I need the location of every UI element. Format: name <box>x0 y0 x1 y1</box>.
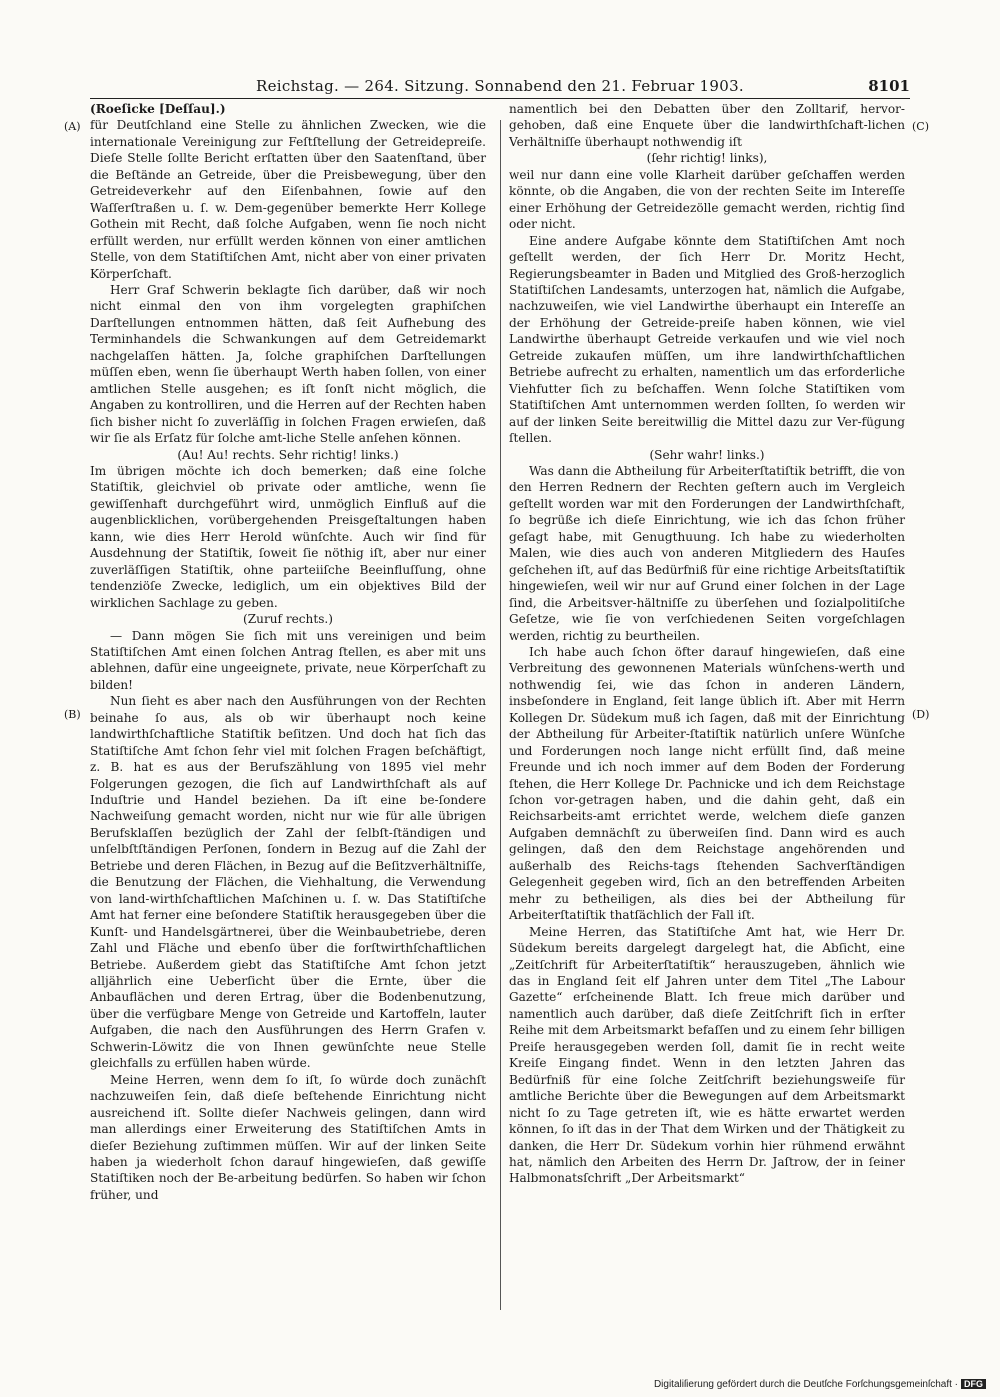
paragraph: Im übrigen möchte ich doch bemerken; daß eine ſolche Statiſtik, gleichviel ob private oder amtliche, wenn ſie gewiſſenhaft durchgeführt wird, unmöglich Einfluß auf die augenblicklichen, vorübergehenden Preisgeſtaltungen haben kann, wie dies Herr Herold wünſchte. Auch wir ſind für Ausdehnung der Statiſtik, ſoweit ſie nöthig iſt, aber nur einer zuverläſſigen Statiſtik, ohne parteiiſche Beeinfluſſung, ohne tendenziöſe Zwecke, lediglich, um ein objektives Bild der wirklichen Sachlage zu geben. <box>90 463 486 610</box>
footer-text: Digitaliſierung gefördert durch die Deutſche Forſchungsgemeinſchaft · <box>653 1379 958 1390</box>
digitization-footer <box>654 1379 986 1390</box>
paragraph: namentlich bei den Debatten über den Zolltarif, hervor-gehoben, daß eine Enquete über die landwirthſchaft-lichen Verhältniſſe überhaupt nothwendig iſt <box>509 102 905 149</box>
margin-marker-c: (C) <box>912 120 929 133</box>
right-column <box>509 101 905 1187</box>
paragraph: Ich habe auch ſchon öfter darauf hingewieſen, daß eine Verbreitung des gewonnenen Materials wünſchens-werth und nothwendig ſei, wie das ſchon in anderen Ländern, insbeſondere in England, ſeit lange üblich iſt. Aber mit Herrn Kollegen Dr. Südekum muß ich ſagen, daß mit der Einrichtung der Abtheilung für Arbeiter-ſtatiſtik natürlich unſere Wünſche und Forderungen noch lange nicht erfüllt ſind, daß meine Freunde und ich noch immer auf dem Boden der Forderung ſtehen, die Herr Kollege Dr. Pachnicke und ich dem Reichstage ſchon vor-getragen haben, und die dahin geht, daß ein Reichsarbeits-amt errichtet werde, welchem dieſe ganzen Aufgaben demnächſt zu überweiſen ſind. Dann wird es auch gelingen, daß den dem Reichstage angehörenden und außerhalb des Reichs-tags ſtehenden Sachverſtändigen Gelegenheit gegeben wird, ſich an den betreffenden Arbeiten mehr zu betheiligen, als dies bei der Abtheilung für Arbeiterſtatiſtik thatſächlich der Fall iſt. <box>509 644 905 923</box>
dfg-logo: DFG <box>961 1379 986 1389</box>
paragraph: Was dann die Abtheilung für Arbeiterſtatiſtik betrifft, die von den Herren Rednern der Rechten geſtern auch im Vergleich geſtellt worden war mit den Forderungen der Landwirthſchaft, ſo begrüße ich dieſe Einrichtung, wie ich das ſchon früher geſagt habe, mit Genugthuung. Ich habe zu wiederholten Malen, wie dies auch von anderen Mitgliedern des Hauſes geſchehen iſt, auf das Bedürfniß für eine richtige Arbeitsſtatiſtik hingewieſen, weil wir nur auf Grund einer ſolchen in der Lage ſind, die Arbeitsver-hältniſſe zu überſehen und ſozialpolitiſche Geſetze, wie ſie von verſchiedenen Seiten vorgeſchlagen werden, richtig zu beurtheilen. <box>509 463 905 643</box>
speaker-label: (Roeſicke [Deſſau].) <box>90 102 226 116</box>
interjection: (Zuruf rechts.) <box>243 612 333 627</box>
paragraph: Herr Graf Schwerin beklagte ſich darüber, daß wir noch nicht einmal den von ihm vorgelegten graphiſchen Darſtellungen entnommen hätten, daß ſeit Aufhebung des Terminhandels die Schwankungen auf dem Getreidemarkt nachgelaſſen hätten. Ja, ſolche graphiſchen Darſtellungen müſſen eben, wenn ſie überhaupt Werth haben ſollen, von einer amtlichen Stelle ausgehen; es iſt ſonſt nicht möglich, die Angaben zu kontrolliren, und die Herren auf der Rechten haben ſich bisher nicht ſo zuverläſſig in ſolchen Fragen erwieſen, daß wir ſie als Erſatz für ſolche amt-liche Stelle anſehen können. <box>90 282 486 446</box>
paragraph: — Dann mögen Sie ſich mit uns vereinigen und beim Statiſtiſchen Amt einen ſolchen Antrag ſtellen, es aber mit uns ablehnen, dafür eine ungeeignete, private, neue Körperſchaft zu bilden! <box>90 628 486 692</box>
header-rule <box>90 98 910 99</box>
running-header <box>90 77 910 99</box>
margin-marker-d: (D) <box>912 708 930 721</box>
paragraph: für Deutſchland eine Stelle zu ähnlichen Zwecken, wie die internationale Vereinigung zur Feſtſtellung der Getreidepreiſe. Dieſe Stelle ſollte Bericht erſtatten über den Saatenſtand, über die Beſtände an Getreide, über die Preisbewegung, über den Getreideverkehr auf den Eiſenbahnen, ſowie auf den Waſſerſtraßen u. ſ. w. Dem-gegenüber bemerkte Herr Kollege Gothein mit Recht, daß ſolche Aufgaben, wenn ſie noch nicht erfüllt werden, nur erfüllt werden können von einer amtlichen Stelle, von dem Statiſtiſchen Amt, nicht aber von einer privaten Körperſchaft. <box>90 118 486 281</box>
paragraph: weil nur dann eine volle Klarheit darüber geſchaffen werden könnte, ob die Angaben, die von der rechten Seite im Intereſſe einer Erhöhung der Getreidezölle gemacht werden, richtig ſind oder nicht. <box>509 167 905 232</box>
left-column <box>90 101 486 1203</box>
paragraph: Eine andere Aufgabe könnte dem Statiſtiſchen Amt noch geſtellt werden, der ſich Herr Dr. Moritz Hecht, Regierungsbeamter in Baden und Mitglied des Groß-herzoglich Statiſtiſchen Landesamts, unterzogen hat, nämlich die Aufgabe, nachzuweiſen, wie viel Landwirthe überhaupt ein Intereſſe an der Erhöhung der Getreide-preiſe haben können, wie viel Landwirthe überhaupt Getreide verkaufen und wie viel noch Getreide zukaufen müſſen, um ihre landwirthſchaftlichen Betriebe aufrecht zu erhalten, namentlich um das erforderliche Viehfutter ſich zu beſchaffen. Wenn ſolche Statiſtiken vom Statiſtiſchen Amt unternommen werden ſollten, ſo werden wir auf der linken Seite bereitwillig die Mittel dazu zur Ver-fügung ſtellen. <box>509 233 905 446</box>
paragraph: Meine Herren, wenn dem ſo iſt, ſo würde doch zunächſt nachzuweiſen ſein, daß dieſe beſtehende Einrichtung nicht ausreichend iſt. Sollte dieſer Nachweis gelingen, dann wird man allerdings einer Erweiterung des Statiſtiſchen Amts in dieſer Beziehung zuſtimmen müſſen. Wir auf der linken Seite haben ja wiederholt ſchon darauf hingewieſen, daß gewiſſe Statiſtiken noch der Be-arbeitung bedürfen. So haben wir ſchon früher, und <box>90 1072 486 1202</box>
interjection: (Sehr wahr! links.) <box>649 447 765 462</box>
interjection: (Au! Au! rechts. Sehr richtig! links.) <box>177 447 399 462</box>
running-title: Reichstag. — 264. Sitzung. Sonnabend den 21. Februar 1903. <box>256 77 744 95</box>
paragraph: Meine Herren, das Statiſtiſche Amt hat, wie Herr Dr. Südekum bereits dargelegt dargelegt hat, die Abſicht, eine „Zeitſchrift für Arbeiterſtatiſtik“ herauszugeben, ähnlich wie das in England ſeit elf Jahren unter dem Titel „The Labour Gazette“ erſcheinende Blatt. Ich freue mich darüber und namentlich auch darüber, daß dieſe Zeitſchrift ſich in erſter Reihe mit dem Arbeitsmarkt befaſſen und zu einem ſehr billigen Preiſe herausgegeben werden ſoll, damit ſie in recht weite Kreiſe Eingang findet. Wenn in den letzten Jahren das Bedürfniß für eine ſolche Zeitſchrift beziehungsweiſe für amtliche Berichte über die Bewegungen auf dem Arbeitsmarkt nicht ſo zu Tage getreten iſt, wie es hätte erwartet werden können, ſo iſt das in der That dem Wirken und der Thätigkeit zu danken, die Herr Dr. Südekum vorhin hier rühmend erwähnt hat, nämlich den Arbeiten des Herrn Dr. Jaſtrow, der in ſeiner Halbmonatsſchrift „Der Arbeitsmarkt“ <box>509 924 905 1186</box>
margin-marker-a: (A) <box>64 120 81 133</box>
margin-marker-b: (B) <box>64 708 81 721</box>
column-divider <box>500 120 501 1310</box>
page-number: 8101 <box>868 77 910 95</box>
paragraph: Nun ſieht es aber nach den Ausführungen von der Rechten beinahe ſo aus, als ob wir überhaupt noch keine landwirthſchaftliche Statiſtik beſitzen. Und doch hat ſich das Statiſtiſche Amt ſchon ſehr viel mit ſolchen Fragen beſchäftigt, z. B. hat es aus der Berufszählung von 1895 viel mehr Folgerungen gezogen, die ſich auf Landwirthſchaft als auf Induſtrie und Handel beziehen. Da iſt eine be-ſondere Nachweiſung gemacht worden, nicht nur wie für alle übrigen Berufsklaſſen bezüglich der Zahl der ſelbſt-ſtändigen und unſelbſtſtändigen Perſonen, ſondern in Bezug auf die Zahl der Betriebe und deren Flächen, in Bezug auf die Beſitzverhältniſſe, die Benutzung der Flächen, die Viehhaltung, die Verwendung von land-wirthſchaftlichen Maſchinen u. ſ. w. Das Statiſtiſche Amt hat ferner eine beſondere Statiſtik herausgegeben über die Kunſt- und Handelsgärtnerei, über die Weinbaubetriebe, deren Zahl und Fläche und ebenſo über die forſtwirthſchaftlichen Betriebe. Außerdem giebt das Statiſtiſche Amt ſchon jetzt alljährlich eine Ueberſicht über die Ernte, über die Anbauflächen und deren Ertrag, über die Bodenbenutzung, über die verfügbare Menge von Getreide und Kartoffeln, lauter Aufgaben, die nach den Ausführungen des Herrn Grafen v. Schwerin-Löwitz die von Ihnen gewünſchte neue Stelle gleichfalls zu erfüllen haben würde. <box>90 694 486 1071</box>
interjection: (ſehr richtig! links), <box>646 151 768 166</box>
